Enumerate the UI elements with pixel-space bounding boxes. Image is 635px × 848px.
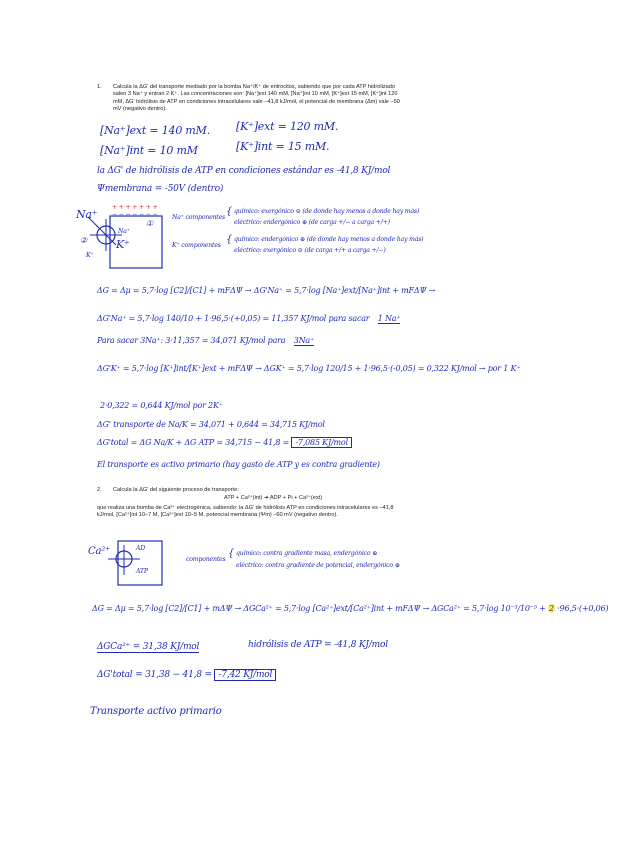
note-membrane-potential: Ψmembrana = -50V (dentro) (97, 184, 224, 194)
ca-component-electric: eléctrico: contra gradiente de potencial, endergónico ⊕ (236, 562, 400, 569)
equation-1: ΔG = Δμ = 5,7·log [C2]/[C1] + mFΔΨ → ΔG'Na⁺ = 5,7·log [Na⁺]ext/[Na⁺]int + mFΔΨ → (97, 286, 436, 295)
na-ion-label: Na⁺ (76, 208, 98, 221)
cell-diagram-ca (100, 535, 180, 595)
equation-ca-3-result: -7,42 KJ/mol (214, 669, 276, 681)
equation-7 (97, 438, 352, 447)
problem1-line: mV (negativo dentro). (113, 106, 167, 113)
equation-ca-1-body: ΔG = Δμ = 5,7·log [C2]/[C1] + mΔΨ → ΔGCa²⁺ = 5,7·log [Ca²⁺]ext/[Ca²⁺]int + mFΔΨ → ΔGCa²⁺ = 5,7·log 10⁻³/10⁻⁵ + (92, 604, 546, 613)
conclusion-1: El transporte es activo primario (hay gasto de ATP y es contra gradiente) (97, 460, 380, 469)
problem2-line: que realiza una bomba de Ca²⁺ electrogénica, sabiendo: la ΔG' de hidrólisis ATP en condiciones intracelulares es –41,8 (97, 505, 394, 511)
na-components-brace: { (226, 206, 233, 217)
equation-ca-3 (97, 670, 276, 680)
note-k-ext: [K⁺]ext = 120 mM. (236, 120, 339, 133)
equation-3-tail: 3Na⁺ (293, 336, 314, 345)
k-components-brace: { (226, 234, 233, 245)
equation-2-tail: 1 Na⁺ (377, 314, 401, 323)
na-component-chemical: químico: exergónico ⊝ (de donde hay menos a donde hay más) (234, 208, 420, 215)
problem1-number: 1. (97, 84, 102, 90)
equation-ca-1-highlight: 2 (548, 604, 554, 613)
na-component-electric: eléctrico: endergónico ⊕ (de carga +/− a carga +/+) (234, 219, 390, 226)
atp-label: ATP (136, 568, 148, 575)
k-small-label: K⁺ (86, 252, 94, 259)
problem1-line: salen 3 Na⁺ y entran 2 K⁺. Las concentraciones son: [Na⁺]ext 140 mM, [Na⁺]int 10 mM, [K⁺]ext 15 mM, [K⁺]int 120 (113, 91, 398, 98)
equation-4: ΔG'K⁺ = 5,7·log [K⁺]int/[K⁺]ext + mFΔΨ → ΔGK⁺ = 5,7·log 120/15 + 1·96,5·(-0,05) = 0,322 KJ/mol → por 1 K⁺ (97, 364, 521, 373)
equation-3 (97, 336, 314, 345)
equation-5: 2·0,322 = 0,644 KJ/mol por 2K⁺ (100, 401, 223, 410)
k-components-label: K⁺ componentes (172, 242, 221, 249)
ca-components-brace: { (228, 548, 235, 559)
equation-ca-1-tail: ·96,5·(+0,06) (557, 604, 609, 613)
problem2-statement (113, 487, 493, 494)
problem2-line: Calcula la ΔG' del siguiente proceso de transporte: (113, 487, 239, 493)
k-component-electric: eléctrico: exergónico ⊝ (de carga +/+ a carga +/−) (234, 247, 386, 254)
equation-6: ΔG' transporte de Na/K = 34,071 + 0,644 = 34,715 KJ/mol (97, 420, 325, 429)
equation-7-body: ΔG'total = ΔG Na/K + ΔG ATP = 34,715 − 41,8 = (97, 438, 290, 447)
note-k-int: [K⁺]int = 15 mM. (236, 140, 330, 153)
note-atp-hydrolysis: la ΔG' de hidrólisis de ATP en condiciones estándar es -41,8 KJ/mol (97, 166, 391, 176)
membrane-plus-charges: + + + + + + + (112, 204, 158, 211)
na-small-label: Na⁺ (118, 228, 130, 235)
problem2-line: kJ/mol, [Ca²⁺]int 10–7 M, [Ca²⁺]ext 10–5 M, potencial membrana (Ψm) –60 mV (negativo dentro). (97, 512, 338, 519)
equation-ca-1 (92, 604, 608, 613)
note-na-int: [Na⁺]int = 10 mM (100, 144, 198, 157)
membrane-minus-charges: − − − − − − − (112, 211, 158, 218)
problem2-number: 2. (97, 487, 102, 493)
problem1-line: mM, ΔG' hidrólisis de ATP en condiciones intracelulares vale –41,8 kJ/mol, el potencial de membrana (Δm) vale –50 (113, 98, 400, 105)
problem1-statement (113, 84, 493, 114)
ca-components-label: componentes (186, 556, 226, 563)
circled-one: ① (146, 219, 153, 228)
problem2-reaction: ATP + Ca²⁺(int) ➜ ADP + Pi + Ca²⁺(ext) (224, 495, 323, 501)
problem1-line: Calcula la ΔG' del transporte mediado por la bomba Na⁺/K⁺ de eritrocitos, sabiendo que por cada ATP hidrolizado (113, 84, 395, 90)
ad-label: AD (136, 545, 146, 552)
equation-ca-2-side: hidrólisis de ATP = -41,8 KJ/mol (248, 640, 388, 650)
circled-two: ② (80, 236, 87, 245)
equation-2 (97, 314, 400, 323)
equation-3-body: Para sacar 3Na⁺: 3·11,357 = 34,071 KJ/mol para (97, 336, 286, 345)
equation-ca-3-body: ΔG'total = 31,38 − 41,8 = (97, 670, 212, 680)
ca-ion-label: Ca²⁺ (88, 546, 111, 557)
problem2-conditions (97, 505, 497, 520)
k-ion-label: K⁺ (116, 238, 130, 251)
equation-7-result: -7,085 KJ/mol (291, 437, 351, 448)
equation-ca-2: ΔGCa²⁺ = 31,38 KJ/mol (97, 642, 200, 652)
na-components-label: Na⁺ componentes (172, 214, 226, 221)
note-na-ext: [Na⁺]ext = 140 mM. (100, 124, 210, 137)
conclusion-2: Transporte activo primario (90, 706, 222, 717)
k-component-chemical: químico: endergónico ⊕ (de donde hay menos a donde hay más) (234, 236, 424, 243)
equation-2-body: ΔG'Na⁺ = 5,7·log 140/10 + 1·96,5·(+0,05) = 11,357 KJ/mol para sacar (97, 314, 370, 323)
ca-component-chemical: químico: contra gradiente masa, endergónico ⊕ (236, 550, 378, 557)
